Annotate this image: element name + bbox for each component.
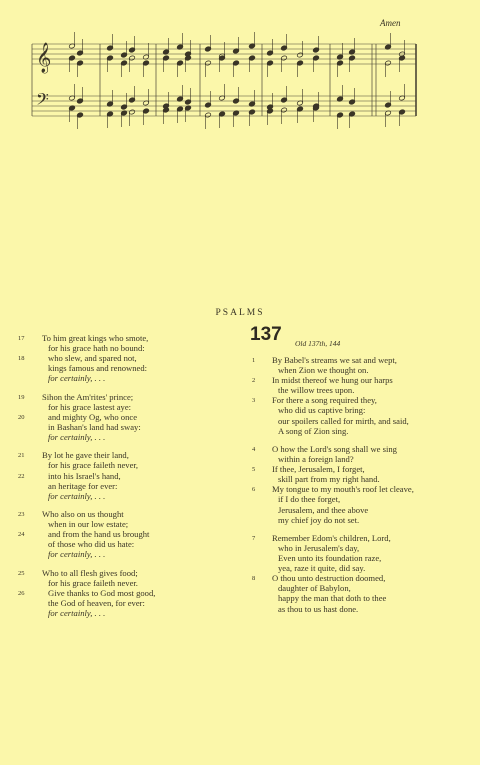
verse-text: when in our low estate; xyxy=(48,519,129,530)
verse-number: 25 xyxy=(18,569,25,577)
verse-number: 2 xyxy=(252,377,256,385)
verse-text: yea, raze it quite, did say. xyxy=(278,563,366,574)
verse-text: when Zion we thought on. xyxy=(278,365,369,376)
verse-number: 7 xyxy=(252,534,256,542)
refrain-text: for certainly, . . . xyxy=(48,549,106,560)
verse-line xyxy=(250,515,475,525)
verse-text: for his grace faileth never. xyxy=(48,577,138,588)
verse-text: For there a song required they, xyxy=(272,395,377,406)
verse-text: who slew, and spared not, xyxy=(48,353,137,364)
stanza xyxy=(250,355,475,436)
verse-line xyxy=(250,426,475,436)
verse-text: of those who did us hate: xyxy=(48,539,135,550)
stanza xyxy=(250,444,475,525)
verse-line xyxy=(18,353,238,363)
verse-line xyxy=(250,494,475,504)
verse-line xyxy=(18,450,238,460)
psalm-tune: Old 137th, 144 xyxy=(295,339,341,348)
verse-text: who in Jerusalem's day, xyxy=(278,542,360,553)
music-notes xyxy=(36,32,405,129)
verse-text: In midst thereof we hung our harps xyxy=(272,375,393,386)
verse-line xyxy=(18,568,238,578)
verse-line xyxy=(250,553,475,563)
verse-number: 8 xyxy=(252,575,256,583)
stanza xyxy=(18,450,238,500)
verse-line xyxy=(250,444,475,454)
stanza xyxy=(18,392,238,442)
verse-number: 24 xyxy=(18,531,25,539)
verse-line xyxy=(250,405,475,415)
verse-text: the willow trees upon. xyxy=(278,385,355,396)
verse-number: 17 xyxy=(18,335,25,342)
verse-number: 22 xyxy=(18,472,25,480)
verse-text: who did us captive bring: xyxy=(278,405,366,416)
verse-text: for his grace faileth never, xyxy=(48,460,139,471)
verse-line xyxy=(18,529,238,539)
verse-line xyxy=(250,573,475,583)
verse-text: the God of heaven, for ever: xyxy=(48,597,145,608)
svg-text:𝄢: 𝄢 xyxy=(36,91,49,113)
verse-text: O thou unto destruction doomed, xyxy=(272,573,386,584)
verse-text: my chief joy do not set. xyxy=(278,514,360,525)
verse-text: Even unto its foundation raze, xyxy=(278,553,382,564)
verse-text: into his Israel's hand, xyxy=(48,470,121,481)
stanza xyxy=(18,509,238,559)
verse-text: O how the Lord's song shall we sing xyxy=(272,443,397,454)
psalm-137 xyxy=(250,324,475,622)
verse-line xyxy=(250,593,475,603)
verse-text: Who also on us thought xyxy=(42,508,124,519)
verse-number: 21 xyxy=(18,452,25,460)
verse-text: our spoilers called for mirth, and said, xyxy=(278,415,409,426)
verse-number: 1 xyxy=(252,357,256,364)
verse-line xyxy=(18,519,238,529)
verse-line xyxy=(250,355,475,365)
verse-text: By Babel's streams we sat and wept, xyxy=(272,355,397,365)
verse-number: 23 xyxy=(18,510,25,518)
verse-line xyxy=(250,543,475,553)
verse-text: daughter of Babylon, xyxy=(278,583,351,594)
verse-text: My tongue to my mouth's roof let cleave, xyxy=(272,484,414,495)
verse-text: Remember Edom's children, Lord, xyxy=(272,532,391,543)
svg-text:𝄞: 𝄞 xyxy=(36,43,52,72)
stanza xyxy=(18,333,238,383)
verse-number: 20 xyxy=(18,413,25,421)
verse-number: 4 xyxy=(252,445,256,453)
verse-text: as thou to us hast done. xyxy=(278,603,359,614)
verse-line xyxy=(18,588,238,598)
verse-line xyxy=(18,402,238,412)
verse-line xyxy=(18,333,238,343)
verse-number: 3 xyxy=(252,397,256,405)
verse-line xyxy=(250,416,475,426)
verse-number: 26 xyxy=(18,589,25,597)
verse-line xyxy=(18,481,238,491)
verse-line xyxy=(250,583,475,593)
verse-text: for his grace lastest aye: xyxy=(48,401,132,412)
verse-line xyxy=(18,491,238,501)
verse-text: an heritage for ever: xyxy=(48,480,118,491)
verse-text: and mighty Og, who once xyxy=(48,411,138,422)
verse-line xyxy=(18,412,238,422)
stanza xyxy=(250,533,475,614)
verse-number: 6 xyxy=(252,486,256,494)
verse-line xyxy=(18,549,238,559)
verse-line xyxy=(250,505,475,515)
verse-text: Give thanks to God most good, xyxy=(48,587,156,598)
verse-line xyxy=(18,598,238,608)
verse-text: happy the man that doth to thee xyxy=(278,593,387,604)
stanza xyxy=(18,568,238,618)
verse-line xyxy=(250,464,475,474)
verse-line xyxy=(250,365,475,375)
psalm-heading xyxy=(250,324,475,355)
verse-line xyxy=(250,563,475,573)
verse-line xyxy=(18,539,238,549)
verse-line xyxy=(18,608,238,618)
section-title: PSALMS xyxy=(215,308,265,318)
verse-line xyxy=(250,395,475,405)
staff-lines xyxy=(32,44,416,116)
verse-text: To him great kings who smote, xyxy=(42,333,149,343)
verse-line xyxy=(250,385,475,395)
verse-text: A song of Zion sing. xyxy=(278,425,349,436)
verse-text: If thee, Jerusalem, I forget, xyxy=(272,464,365,475)
refrain-text: for certainly, . . . xyxy=(48,432,106,443)
verse-text: Sihon the Am'rites' prince; xyxy=(42,391,134,402)
verse-line xyxy=(250,375,475,385)
verse-line xyxy=(250,474,475,484)
refrain-text: for certainly, . . . xyxy=(48,373,106,384)
verse-line xyxy=(18,422,238,432)
verse-line xyxy=(18,509,238,519)
verse-line xyxy=(250,533,475,543)
verse-text: within a foreign land? xyxy=(278,454,354,465)
verse-text: kings famous and renowned: xyxy=(48,363,148,374)
verse-line xyxy=(250,604,475,614)
verse-line xyxy=(18,363,238,373)
refrain-text: for certainly, . . . xyxy=(48,608,106,618)
verse-line xyxy=(18,432,238,442)
psalm-136-continuation xyxy=(18,333,238,626)
verse-text: Jerusalem, and thee above xyxy=(278,504,369,515)
verse-line xyxy=(18,471,238,481)
verse-text: skill part from my right hand. xyxy=(278,474,380,485)
verse-line xyxy=(18,392,238,402)
verse-line xyxy=(250,484,475,494)
verse-line xyxy=(18,373,238,383)
verse-line xyxy=(18,460,238,470)
verse-number: 5 xyxy=(252,466,256,474)
verse-line xyxy=(18,578,238,588)
verse-text: and from the hand us brought xyxy=(48,529,150,540)
verse-text: By lot he gave their land, xyxy=(42,450,129,461)
verse-number: 18 xyxy=(18,355,25,363)
music-score xyxy=(0,0,480,140)
verse-line xyxy=(18,343,238,353)
verse-number: 19 xyxy=(18,393,25,401)
amen-label: Amen xyxy=(380,18,401,28)
psalm-number: 137 xyxy=(250,324,282,345)
verse-line xyxy=(250,454,475,464)
refrain-text: for certainly, . . . xyxy=(48,490,106,501)
verse-text: for his grace hath no bound: xyxy=(48,343,145,354)
verse-text: Who to all flesh gives food; xyxy=(42,567,138,578)
verse-text: if I do thee forget, xyxy=(278,494,341,505)
verse-text: in Bashan's land had sway: xyxy=(48,421,141,432)
